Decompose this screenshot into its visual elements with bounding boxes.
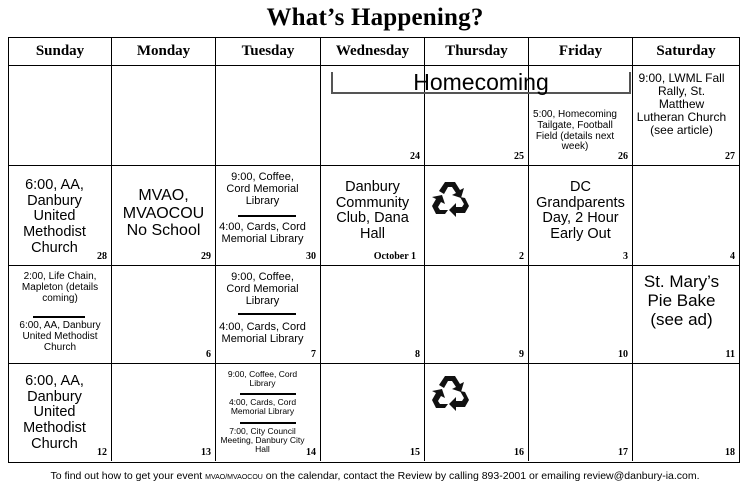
date-number: 14: [306, 447, 316, 458]
event-text: 6:00, AA, Danbury United Methodist Church: [23, 177, 86, 256]
day-cell: [633, 66, 739, 166]
day-header-sunday: Sunday: [9, 38, 112, 66]
date-number: 24: [410, 151, 420, 162]
date-number: October 1: [373, 251, 416, 262]
date-number: 10: [618, 349, 628, 360]
day-cell: [529, 266, 633, 364]
day-header-thursday: Thursday: [425, 38, 529, 66]
date-number: 27: [725, 151, 735, 162]
day-header-monday: Monday: [112, 38, 216, 66]
event-divider: [33, 316, 85, 318]
date-number: 11: [725, 349, 735, 360]
date-number: 6: [206, 349, 211, 360]
day-header-tuesday: Tuesday: [216, 38, 321, 66]
day-cell: [112, 66, 216, 166]
date-number: 29: [201, 251, 211, 262]
day-cell: [425, 266, 529, 364]
day-cell: [425, 364, 529, 461]
date-number: 15: [410, 447, 420, 458]
recycle-icon: [431, 178, 471, 218]
footer-note: [0, 470, 750, 482]
day-header-saturday: Saturday: [633, 38, 739, 66]
date-number: 28: [97, 251, 107, 262]
event-text: DC Grandparents Day, 2 Hour Early Out: [536, 179, 625, 242]
date-number: 3: [623, 251, 628, 262]
event-divider: [240, 393, 296, 395]
date-number: 18: [725, 447, 735, 458]
day-cell: [9, 166, 112, 266]
homecoming-banner: Homecoming: [331, 72, 631, 94]
footer-text: To find out how to get your event: [50, 470, 206, 482]
date-number: 17: [618, 447, 628, 458]
event-text: 4:00, Cards, Cord Memorial Library: [219, 321, 306, 345]
event-text: 9:00, Coffee, Cord Library: [227, 369, 298, 389]
day-header-wednesday: Wednesday: [321, 38, 425, 66]
footer-small-text: MVAO/MVAOCOU: [205, 474, 263, 481]
day-cell: [216, 66, 321, 166]
day-cell: [112, 266, 216, 364]
date-number: 7: [311, 349, 316, 360]
day-cell: [9, 364, 112, 461]
date-number: 8: [415, 349, 420, 360]
event-divider: [238, 215, 296, 217]
recycle-icon: [431, 372, 471, 412]
page-title: What’s Happening?: [266, 4, 484, 31]
event-text: 7:00, City Council Meeting, Danbury City Hall: [220, 426, 305, 455]
day-cell: [529, 364, 633, 461]
event-text: 6:00, AA, Danbury United Methodist Church: [19, 320, 101, 353]
day-cell: [529, 166, 633, 266]
day-cell: [9, 266, 112, 364]
date-number: 9: [519, 349, 524, 360]
event-divider: [240, 422, 296, 424]
calendar-grid: [8, 37, 740, 463]
day-cell: [216, 266, 321, 364]
day-cell: [425, 166, 529, 266]
date-number: 2: [519, 251, 524, 262]
day-cell: [633, 266, 739, 364]
date-number: 16: [514, 447, 524, 458]
event-text: 2:00, Life Chain, Mapleton (details coming): [21, 271, 99, 304]
event-divider: [238, 313, 296, 315]
event-text: Danbury Community Club, Dana Hall: [335, 179, 410, 242]
day-cell: [216, 364, 321, 461]
date-number: 13: [201, 447, 211, 458]
day-cell: [321, 364, 425, 461]
event-text: St. Mary’s Pie Bake (see ad): [643, 272, 720, 330]
event-text: 5:00, Homecoming Tailgate, Football Field (details next week): [533, 109, 617, 153]
day-cell: [633, 166, 739, 266]
date-number: 25: [514, 151, 524, 162]
date-number: 26: [618, 151, 628, 162]
date-number: 4: [730, 251, 735, 262]
event-text: 9:00, Coffee, Cord Memorial Library: [226, 171, 299, 207]
date-number: 12: [97, 447, 107, 458]
event-text: 4:00, Cards, Cord Memorial Library: [228, 397, 297, 417]
day-cell: [321, 266, 425, 364]
event-text: 9:00, Coffee, Cord Memorial Library: [226, 271, 299, 307]
day-header-friday: Friday: [529, 38, 633, 66]
event-text: 4:00, Cards, Cord Memorial Library: [219, 221, 306, 245]
date-number: 30: [306, 251, 316, 262]
event-text: 6:00, AA, Danbury United Methodist Church: [23, 373, 86, 452]
event-text: MVAO, MVAOCOU No School: [122, 187, 205, 240]
day-cell: [216, 166, 321, 266]
footer-text-end: on the calendar, contact the Review by calling 893-2001 or emailing review@danbury-ia.com.: [262, 470, 700, 482]
day-cell: [112, 166, 216, 266]
day-cell: [112, 364, 216, 461]
day-cell: [321, 166, 425, 266]
day-cell: [9, 66, 112, 166]
event-text: 9:00, LWML Fall Rally, St. Matthew Lutheran Church (see article): [636, 71, 727, 137]
day-cell: [633, 364, 739, 461]
